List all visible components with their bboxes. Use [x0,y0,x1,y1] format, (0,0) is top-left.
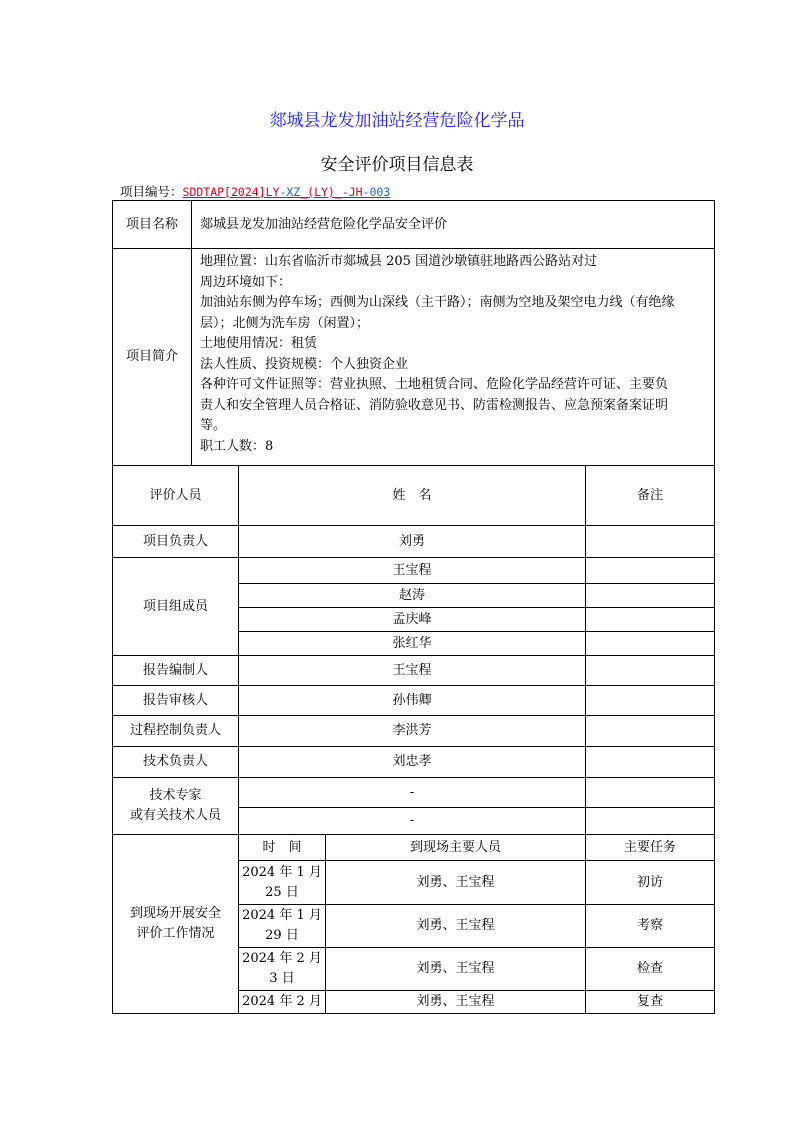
site-header-people: 到现场主要人员 [409,839,501,855]
staff-header-name: 姓 名 [392,487,432,503]
document-subtitle: 安全评价项目信息表 [320,155,474,175]
site-row-task: 考察 [636,918,663,933]
process-role: 过程控制负责人 [129,723,221,738]
site-row-task: 检查 [636,961,663,976]
site-row-people: 刘勇、王宝程 [416,994,495,1009]
site-row-people: 刘勇、王宝程 [416,918,495,933]
reviewer-name: 孙伟卿 [392,692,432,708]
site-row-date: 2024 年 2 月 [242,994,322,1009]
reviewer-role: 报告审核人 [142,692,208,708]
project-number-label: 项目编号： [120,184,183,199]
expert-name: - [409,813,415,828]
document-title: 郯城县龙发加油站经营危险化学品 [269,111,525,131]
staff-header-role: 评价人员 [149,487,202,503]
members-role: 项目组成员 [142,598,208,614]
site-header-task: 主要任务 [623,839,676,855]
site-row-date: 2024 年 2 月 3 日 [242,951,322,986]
project-name-label: 项目名称 [125,216,178,232]
leader-role: 项目负责人 [142,533,208,549]
process-name: 李洪芳 [392,723,432,738]
site-row-people: 刘勇、王宝程 [416,874,495,890]
leader-name: 刘勇 [398,533,425,549]
site-row-task: 复查 [636,994,663,1009]
writer-role: 报告编制人 [142,662,208,678]
site-row-people: 刘勇、王宝程 [416,961,495,976]
experts-role: 技术专家 或有关技术人员 [129,788,221,823]
tech-name: 刘忠孝 [392,754,432,769]
site-header-time: 时 间 [262,839,302,855]
tech-role: 技术负责人 [142,754,208,769]
project-number-code: SDDTAP[2024]LY-XZ_(LY)_-JH-003 [182,185,391,199]
member-name: 王宝程 [392,562,432,578]
site-work-label: 到现场开展安全 评价工作情况 [129,906,221,941]
site-row-date: 2024 年 1 月 25 日 [242,864,322,900]
site-row-date: 2024 年 1 月 29 日 [242,908,322,943]
project-intro-text: 地理位置：山东省临沂市郯城县 205 国道沙墩镇驻地路西公路站对过 周边环境如下： 加油站东侧为停车场；西侧为山深线（主干路）；南侧为空地及架空电力线（有绝缘 层）；北侧为洗车房（闲置）； 土地使用情况：租赁 法人性质、投资规模：个人独资企业 各种许可文件证照等：营业执照、土地租赁合同、危险化学品经营许可证、主要负 责人和安全管理人员合格证、消防验收意见书、防雷检测报告、应急预案备案证明 等。 职工人数：8 [200,254,675,454]
project-name-value: 郯城县龙发加油站经营危险化学品安全评价 [200,216,448,232]
site-row-task: 初访 [636,874,663,890]
staff-header-note: 备注 [636,487,663,503]
member-name: 孟庆峰 [392,611,432,627]
member-name: 赵涛 [398,587,425,603]
member-name: 张红华 [392,635,432,651]
project-intro-label: 项目简介 [125,349,178,364]
expert-name: - [409,784,415,800]
writer-name: 王宝程 [392,662,432,678]
project-number [120,182,390,200]
